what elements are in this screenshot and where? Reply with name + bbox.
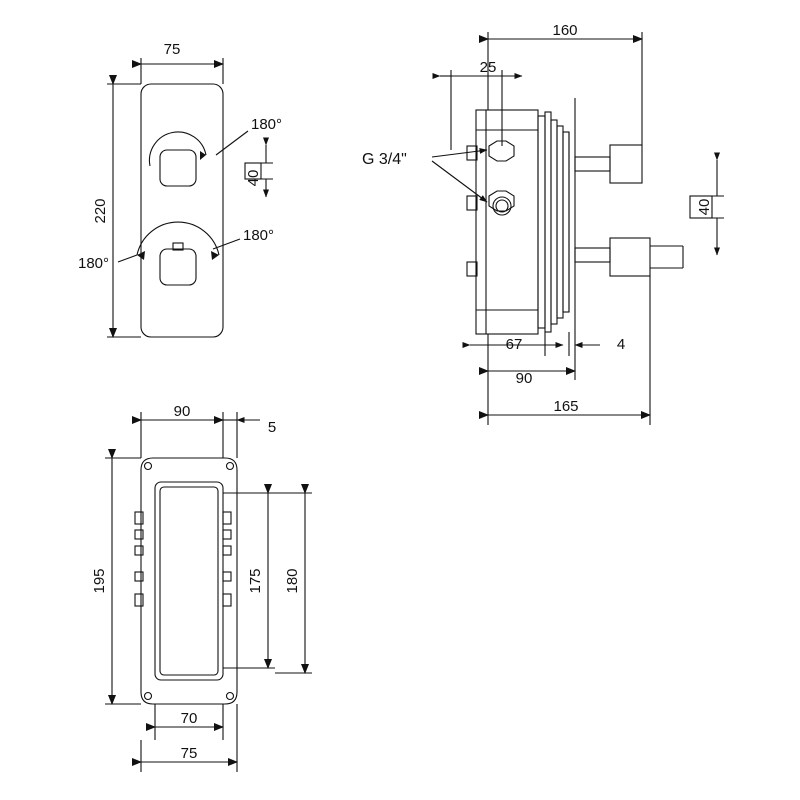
lug-left-3	[135, 546, 143, 555]
lug-left-4	[135, 572, 143, 581]
flange-1	[538, 116, 545, 328]
fixing-hole-br	[227, 693, 234, 700]
lug-right-5	[223, 594, 231, 606]
dim-label-70: 70	[180, 710, 198, 727]
angle-label-upper: 180°	[251, 116, 283, 133]
upper-handle-side	[610, 145, 642, 183]
dim-label-165: 165	[553, 398, 579, 415]
lower-handle-side	[610, 238, 650, 276]
dim-label-40-side: 40	[696, 198, 713, 216]
upper-handle	[160, 150, 196, 186]
lower-handle	[160, 249, 196, 285]
fixing-hole-tr	[227, 463, 234, 470]
lug-right-3	[223, 546, 231, 555]
flange-3	[551, 120, 557, 324]
dim-label-front-depth: 40	[245, 169, 262, 187]
dim-label-25: 25	[479, 59, 497, 76]
dim-label-195: 195	[91, 568, 108, 594]
dim-label-90-side: 90	[515, 370, 533, 387]
dim-label-160: 160	[552, 22, 578, 39]
flange-5	[563, 132, 569, 312]
lower-spindle	[575, 248, 610, 262]
backbox-inner	[155, 482, 223, 680]
thread-label: G 3/4"	[362, 151, 407, 168]
dim-label-4: 4	[616, 336, 626, 353]
leader-thread-lower	[432, 161, 487, 202]
flange-2	[545, 112, 551, 332]
fixing-hole-tl	[145, 463, 152, 470]
thread-circle-inner	[496, 200, 508, 212]
angle-label-lower-right: 180°	[243, 227, 275, 244]
upper-rotation-arc	[149, 132, 206, 166]
dim-label-180: 180	[284, 568, 301, 594]
dim-label-front-width: 75	[163, 41, 181, 58]
front-plate-outline	[141, 84, 223, 337]
dim-label-plan-5: 5	[267, 419, 277, 436]
upper-spindle	[575, 157, 610, 171]
backbox-inner2	[160, 487, 218, 675]
plan-view-group	[105, 412, 312, 772]
dim-label-plan-90: 90	[173, 403, 191, 420]
valve-body	[476, 110, 538, 334]
dim-label-67: 67	[505, 336, 523, 353]
flange-4	[557, 126, 563, 318]
leader-lower-left-angle	[118, 255, 137, 262]
leader-upper-angle	[216, 131, 248, 155]
side-view-group	[432, 32, 724, 425]
dim-label-75-plan: 75	[180, 745, 198, 762]
leader-lower-right-angle	[213, 239, 240, 249]
front-view-group	[107, 58, 273, 337]
fixing-hole-bl	[145, 693, 152, 700]
lug-right-2	[223, 530, 231, 539]
lug-left-5	[135, 594, 143, 606]
lug-left-1	[135, 512, 143, 524]
lug-right-4	[223, 572, 231, 581]
leader-thread-upper	[432, 150, 487, 157]
dim-label-175: 175	[247, 568, 264, 594]
lug-left-2	[135, 530, 143, 539]
dim-label-front-height: 220	[92, 198, 109, 224]
lug-right-1	[223, 512, 231, 524]
angle-label-lower-left: 180°	[78, 255, 110, 272]
